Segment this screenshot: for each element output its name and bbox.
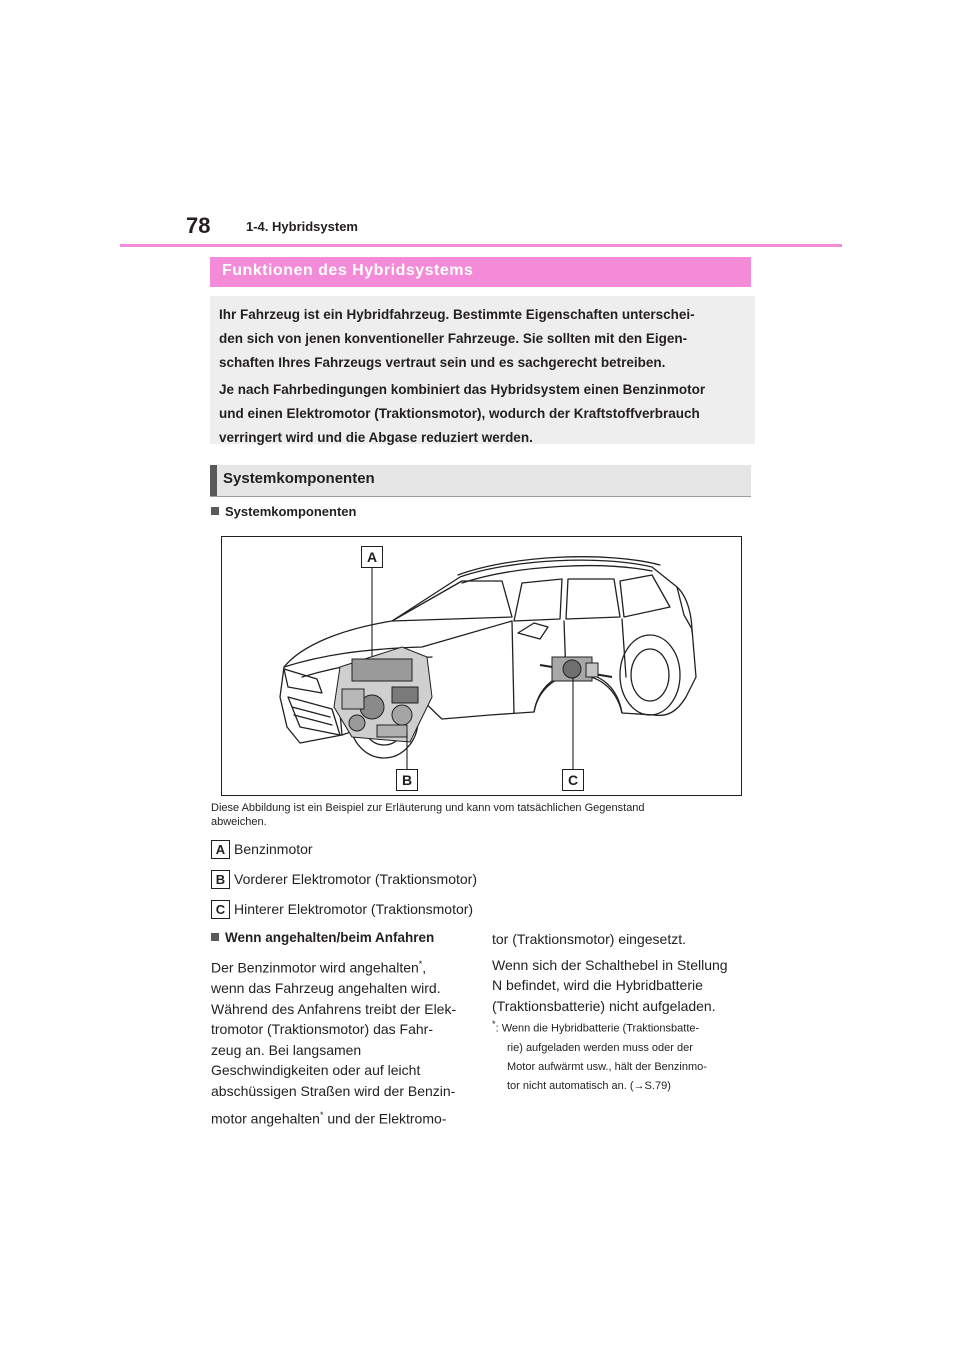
subsection-heading (211, 930, 434, 945)
right-column (492, 929, 752, 1016)
legend-text: Benzinmotor (234, 841, 313, 857)
text-line: zeug an. Bei langsamen (211, 1041, 362, 1058)
text-line: (Traktionsbatterie) nicht aufgeladen. (492, 997, 716, 1014)
legend-key: C (211, 900, 230, 919)
header-rule (120, 244, 842, 247)
text-line: und der Elektromo- (323, 1110, 447, 1127)
intro-line: verringert wird und die Abgase reduziert werden. (219, 430, 533, 445)
text-line: tromotor (Traktionsmotor) das Fahr- (211, 1021, 433, 1038)
intro-line: Ihr Fahrzeug ist ein Hybridfahrzeug. Bestimmte Eigenschaften unterschei- (219, 307, 695, 322)
section-title: Systemkomponenten (223, 470, 375, 487)
page-number: 78 (186, 213, 211, 238)
caption-line: abweichen. (211, 816, 267, 828)
footnote-line: : Wenn die Hybridbatterie (Traktionsbatte- (495, 1022, 700, 1035)
square-bullet-icon (211, 933, 219, 941)
legend-key: B (211, 870, 230, 889)
legend-text: Hinterer Elektromotor (Traktionsmotor) (234, 901, 474, 917)
footnote-line: rie) aufgeladen werden muss oder der (507, 1041, 693, 1054)
intro-line: den sich von jenen konventioneller Fahrzeuge. Sie sollten mit den Eigen- (219, 331, 688, 346)
intro-box (210, 296, 755, 444)
legend-key: A (211, 840, 230, 859)
section-banner (210, 257, 751, 287)
chapter-title: 1-4. Hybridsystem (246, 219, 358, 234)
text-line: abschüssigen Straßen wird der Benzin- (211, 1082, 456, 1099)
text-line: Während des Anfahrens treibt der Elek- (211, 1000, 457, 1017)
caption-line: Diese Abbildung ist ein Beispiel zur Erläuterung und kann vom tatsächlichen Gegenstand (211, 802, 645, 814)
footnote-mark: * (418, 959, 423, 969)
footnote-mark: * (492, 1019, 496, 1029)
callout-c: C (562, 769, 584, 791)
text-line: N befindet, wird die Hybridbatterie (492, 977, 703, 993)
subsection-title: Wenn angehalten/beim Anfahren (225, 930, 435, 945)
car-illustration (221, 536, 742, 796)
text-line: Wenn sich der Schalthebel in Stellung (492, 956, 728, 973)
figure-caption (211, 801, 741, 829)
footnote-line: Motor aufwärmt usw., hält der Benzinmo- (507, 1060, 707, 1073)
text-line: , (422, 959, 427, 976)
text-line: Der Benzinmotor wird angehalten (211, 959, 419, 976)
footnote (492, 1015, 752, 1096)
callout-a: A (361, 546, 383, 568)
footnote-line: tor nicht automatisch an. (→S.79) (507, 1079, 671, 1092)
intro-line: schaften Ihres Fahrzeugs vertraut sein und es sachgerecht betreiben. (219, 355, 666, 370)
text-line: motor angehalten (211, 1110, 320, 1127)
footnote-mark: * (319, 1110, 324, 1121)
square-bullet-icon (211, 507, 219, 515)
callout-b: B (396, 769, 418, 791)
section-accent (210, 465, 217, 496)
banner-title: Funktionen des Hybridsystems (222, 262, 474, 279)
subsection-title: Systemkomponenten (225, 504, 357, 519)
intro-line: Je nach Fahrbedingungen kombiniert das Hybridsystem einen Benzinmotor (219, 382, 706, 397)
intro-line: und einen Elektromotor (Traktionsmotor), wodurch der Kraftstoffverbrauch (219, 406, 700, 421)
subsection-heading (211, 504, 356, 519)
text-line: wenn das Fahrzeug angehalten wird. (211, 980, 441, 997)
text-line: Geschwindigkeiten oder auf leicht (211, 1062, 421, 1079)
legend-text: Vorderer Elektromotor (Traktionsmotor) (234, 871, 477, 887)
car-drawing (222, 537, 741, 795)
section-heading (210, 465, 751, 497)
text-line: tor (Traktionsmotor) eingesetzt. (492, 931, 686, 947)
left-column (211, 954, 481, 1129)
